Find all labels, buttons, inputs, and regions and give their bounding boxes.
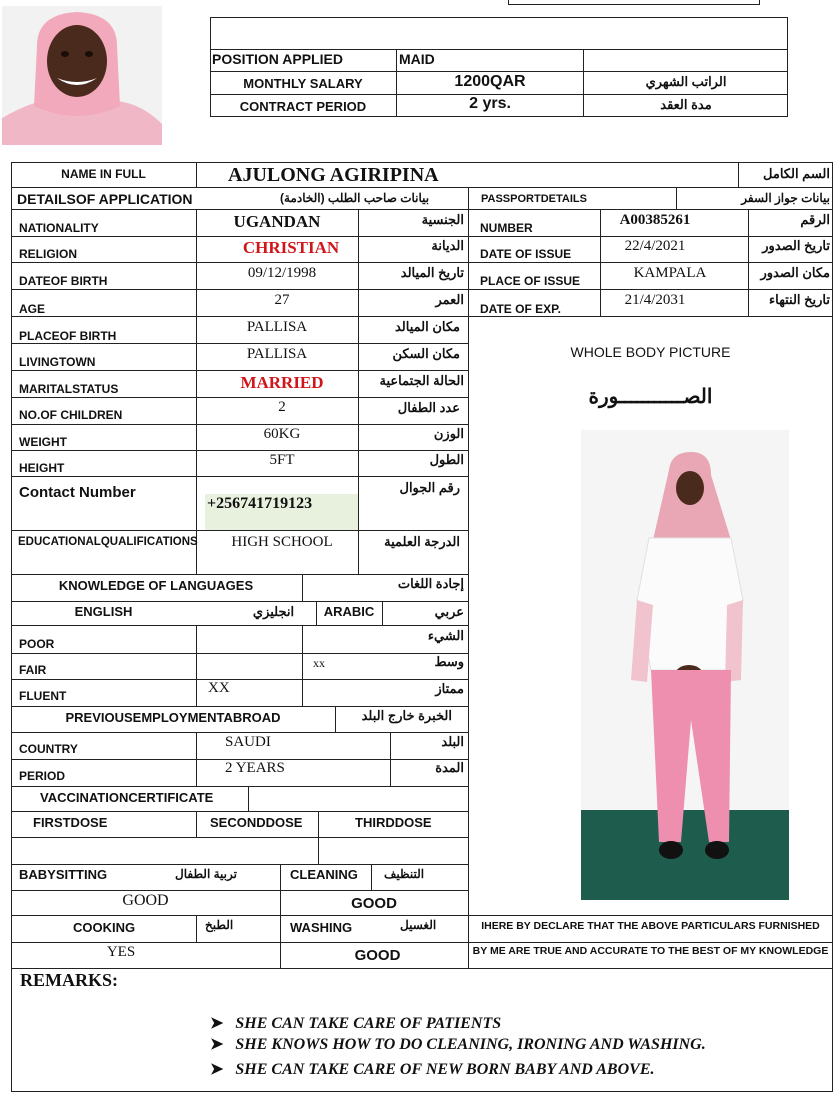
education-label: EDUCATIONALQUALIFICATIONS bbox=[18, 536, 198, 548]
education-value: HIGH SCHOOL bbox=[231, 534, 333, 550]
contact-value: +256741719123 bbox=[207, 495, 313, 512]
vline bbox=[676, 188, 677, 210]
date-of-exp-label: DATE OF EXP. bbox=[480, 302, 561, 316]
religion-ar: الديانة bbox=[431, 238, 464, 253]
cleaning-ar: التنظيف bbox=[384, 867, 425, 881]
remarks-label: REMARKS: bbox=[20, 970, 118, 990]
age-ar: العمر bbox=[435, 292, 464, 307]
passport-number-label: NUMBER bbox=[480, 221, 533, 235]
position-applied-label: POSITION APPLIED bbox=[212, 51, 343, 67]
whole-body-photo bbox=[581, 430, 789, 900]
period-value: 2 YEARS bbox=[225, 760, 285, 776]
contact-label: Contact Number bbox=[19, 484, 136, 501]
passport-ar: بيانات جواز السفر bbox=[741, 191, 830, 205]
row-lines bbox=[11, 915, 833, 916]
english-ar: انجليزي bbox=[252, 604, 295, 619]
row-lines bbox=[11, 890, 468, 891]
poor-label: POOR bbox=[19, 637, 55, 651]
dob-value: 09/12/1998 bbox=[247, 265, 317, 281]
fair-arabic-value: xx bbox=[313, 656, 325, 670]
marital-status-value: MARRIED bbox=[240, 373, 324, 392]
english-label: ENGLISH bbox=[74, 604, 133, 619]
marital-status-ar: الحالة الجتماعية bbox=[379, 373, 464, 388]
second-dose-label: SECONDDOSE bbox=[210, 815, 303, 830]
place-of-issue-value: KAMPALA bbox=[633, 265, 707, 281]
cleaning-value: GOOD bbox=[351, 895, 397, 912]
height-label: HEIGHT bbox=[19, 461, 65, 475]
date-of-issue-label: DATE OF ISSUE bbox=[480, 247, 572, 261]
height-ar: الطول bbox=[429, 452, 464, 467]
vline bbox=[196, 811, 197, 837]
row-lines bbox=[11, 786, 468, 787]
arabic-ar: عربي bbox=[434, 604, 464, 619]
row-lines bbox=[11, 450, 468, 451]
portrait-photo bbox=[2, 6, 162, 145]
date-of-issue-value: 22/4/2021 bbox=[624, 238, 686, 254]
bullet-arrow-icon: ➤ bbox=[210, 1036, 224, 1053]
row-lines bbox=[11, 679, 468, 680]
row-lines bbox=[11, 625, 468, 626]
vline bbox=[335, 706, 336, 732]
languages-label: KNOWLEDGE OF LANGUAGES bbox=[58, 578, 254, 593]
living-town-value: PALLISA bbox=[246, 346, 308, 362]
vline bbox=[748, 210, 749, 316]
place-of-issue-ar: مكان الصدور bbox=[760, 265, 830, 280]
row-lines bbox=[11, 837, 468, 838]
date-of-exp-ar: تاريخ النتهاء bbox=[769, 292, 830, 307]
dob-ar: تاريخ الميالد bbox=[400, 265, 464, 280]
row-lines bbox=[11, 370, 468, 371]
living-town-ar: مكان السكن bbox=[392, 346, 460, 361]
name-label: NAME IN FULL bbox=[61, 167, 146, 181]
vline bbox=[371, 864, 372, 890]
passport-label: PASSPORTDETAILS bbox=[481, 193, 587, 205]
languages-ar: إجادة اللغات bbox=[397, 576, 464, 591]
children-label: NO.OF CHILDREN bbox=[19, 408, 123, 422]
whole-body-image bbox=[581, 430, 789, 900]
washing-ar: الغسيل bbox=[400, 918, 437, 932]
third-dose-label: THIRDDOSE bbox=[355, 815, 432, 830]
cleaning-label: CLEANING bbox=[290, 867, 358, 882]
nationality-value: UGANDAN bbox=[233, 212, 321, 231]
vaccination-label: VACCINATIONCERTIFICATE bbox=[40, 790, 214, 805]
nationality-label: NATIONALITY bbox=[19, 221, 99, 235]
country-value: SAUDI bbox=[225, 734, 271, 750]
fair-label: FAIR bbox=[19, 663, 47, 677]
remark-item: ➤ SHE CAN TAKE CARE OF NEW BORN BABY AND ABOVE. bbox=[210, 1061, 655, 1078]
name-value: AJULONG AGIRIPINA bbox=[228, 164, 439, 186]
children-value: 2 bbox=[278, 399, 286, 415]
education-ar: الدرجة العلمية bbox=[384, 534, 460, 549]
whole-body-picture-label: WHOLE BODY PICTURE bbox=[570, 344, 731, 360]
religion-value: CHRISTIAN bbox=[242, 238, 340, 257]
row-lines bbox=[11, 942, 833, 943]
arabic-label: ARABIC bbox=[323, 604, 375, 619]
portrait-image bbox=[2, 6, 162, 145]
marital-status-label: MARITALSTATUS bbox=[19, 382, 119, 396]
monthly-salary-ar: الراتب الشهري bbox=[645, 74, 727, 89]
weight-value: 60KG bbox=[263, 426, 301, 442]
place-of-birth-ar: مكان الميالد bbox=[394, 319, 460, 334]
top-cut-box bbox=[508, 0, 760, 5]
passport-row-line bbox=[468, 289, 833, 290]
country-ar: البلد bbox=[441, 734, 464, 749]
row-lines bbox=[11, 811, 468, 812]
country-label: COUNTRY bbox=[19, 742, 78, 756]
washing-label: WASHING bbox=[290, 920, 353, 935]
height-value: 5FT bbox=[269, 452, 295, 468]
weight-label: WEIGHT bbox=[19, 435, 67, 449]
period-ar: المدة bbox=[435, 760, 464, 775]
babysitting-value: GOOD bbox=[122, 892, 169, 909]
passport-number-value: A00385261 bbox=[619, 212, 691, 228]
passport-row-line bbox=[468, 262, 833, 263]
cooking-value: YES bbox=[106, 944, 136, 960]
row-lines bbox=[11, 289, 468, 290]
poor-ar: الشيء bbox=[427, 628, 464, 643]
first-dose-label: FIRSTDOSE bbox=[33, 815, 108, 830]
babysitting-label: BABYSITTING bbox=[19, 867, 108, 882]
fluent-label: FLUENT bbox=[19, 689, 67, 703]
row-lines bbox=[11, 236, 468, 237]
date-of-exp-value: 21/4/2031 bbox=[624, 292, 686, 308]
washing-value: GOOD bbox=[354, 947, 401, 964]
weight-ar: الوزن bbox=[433, 426, 464, 441]
vline bbox=[382, 601, 383, 625]
details-ar: بيانات صاحب الطلب (الخادمة) bbox=[280, 191, 430, 205]
declaration-line-2: BY ME ARE TRUE AND ACCURATE TO THE BEST OF MY KNOWLEDGE bbox=[472, 945, 829, 957]
fair-ar: وسط bbox=[434, 654, 464, 669]
header-divider bbox=[210, 71, 788, 72]
vline bbox=[196, 625, 197, 707]
bullet-arrow-icon: ➤ bbox=[210, 1061, 224, 1078]
place-of-issue-label: PLACE OF ISSUE bbox=[480, 274, 581, 288]
passport-row-line bbox=[468, 316, 833, 317]
contract-period-label: CONTRACT PERIOD bbox=[239, 99, 367, 114]
date-of-issue-ar: تاريخ الصدور bbox=[762, 238, 830, 253]
employment-ar: الخبرة خارج البلد bbox=[361, 708, 452, 723]
row-lines bbox=[11, 262, 468, 263]
name-ar: السم الكامل bbox=[763, 166, 830, 181]
row-lines bbox=[11, 343, 468, 344]
age-value: 27 bbox=[274, 292, 290, 308]
passport-row-line bbox=[468, 236, 833, 237]
period-label: PERIOD bbox=[19, 769, 66, 783]
nationality-ar: الجنسية bbox=[421, 212, 464, 227]
place-of-birth-label: PLACEOF BIRTH bbox=[19, 329, 117, 343]
fluent-english-value: XX bbox=[208, 680, 230, 696]
bullet-arrow-icon: ➤ bbox=[210, 1015, 224, 1032]
cooking-label: COOKING bbox=[73, 920, 136, 935]
position-applied-value: MAID bbox=[399, 51, 435, 67]
row-lines bbox=[11, 476, 468, 477]
employment-label: PREVIOUSEMPLOYMENTABROAD bbox=[65, 710, 281, 725]
row-lines bbox=[11, 530, 468, 531]
monthly-salary-value: 1200QAR bbox=[454, 73, 526, 90]
vline bbox=[302, 625, 303, 707]
row-lines bbox=[11, 864, 468, 865]
living-town-label: LIVINGTOWN bbox=[19, 355, 96, 369]
vline bbox=[738, 162, 739, 188]
row-lines bbox=[11, 397, 468, 398]
fluent-ar: ممتاز bbox=[435, 681, 464, 696]
dob-label: DATEOF BIRTH bbox=[19, 274, 108, 288]
row-lines bbox=[11, 574, 468, 575]
details-label: DETAILSOF APPLICATION bbox=[17, 191, 193, 207]
vline bbox=[196, 162, 197, 188]
passport-number-ar: الرقم bbox=[800, 212, 830, 227]
row-lines bbox=[11, 601, 468, 602]
remark-item: ➤ SHE CAN TAKE CARE OF PATIENTS bbox=[210, 1015, 502, 1032]
vline bbox=[302, 574, 303, 601]
header-divider bbox=[210, 49, 788, 50]
vline bbox=[196, 915, 197, 942]
place-of-birth-value: PALLISA bbox=[246, 319, 308, 335]
row-lines bbox=[11, 732, 468, 733]
vline bbox=[248, 786, 249, 811]
religion-label: RELIGION bbox=[19, 247, 78, 261]
cooking-ar: الطبخ bbox=[205, 918, 234, 932]
contact-ar: رقم الجوال bbox=[399, 480, 460, 495]
row-lines bbox=[11, 316, 468, 317]
monthly-salary-label: MONTHLY SALARY bbox=[243, 76, 363, 91]
row-lines bbox=[11, 706, 468, 707]
children-ar: عدد الطفال bbox=[397, 400, 460, 415]
row-lines bbox=[11, 424, 468, 425]
contract-period-ar: مدة العقد bbox=[660, 97, 712, 112]
vline bbox=[468, 188, 469, 968]
row-lines bbox=[11, 968, 833, 969]
babysitting-ar: تربية الطفال bbox=[175, 867, 237, 881]
contract-period-value: 2 yrs. bbox=[469, 95, 511, 112]
declaration-line-1: IHERE BY DECLARE THAT THE ABOVE PARTICULARS FURNISHED bbox=[481, 920, 820, 932]
age-label: AGE bbox=[19, 302, 46, 316]
picture-ar: الصـــــــــــورة bbox=[588, 386, 713, 408]
remark-item: ➤ SHE KNOWS HOW TO DO CLEANING, IRONING AND WASHING. bbox=[210, 1036, 706, 1053]
